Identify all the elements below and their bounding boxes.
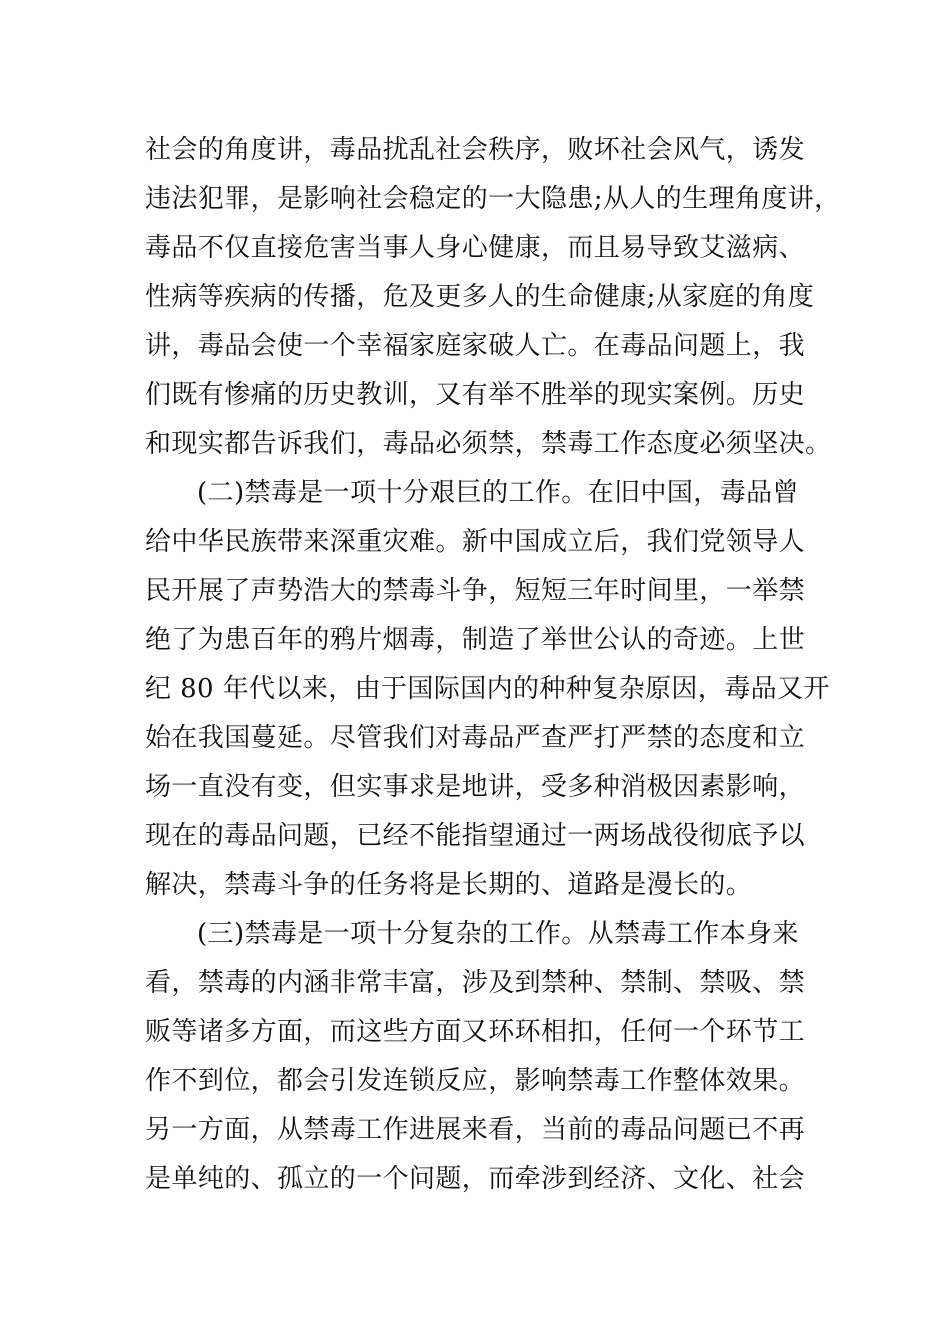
text-line: 性病等疾病的传播，危及更多人的生命健康;从家庭的角度 — [145, 282, 815, 312]
text-line: 给中华民族带来深重灾难。新中国成立后，我们党领导人 — [145, 527, 806, 557]
body-text — [145, 126, 841, 1204]
paragraph-start-line: (二)禁毒是一项十分艰巨的工作。在旧中国，毒品曾 — [197, 478, 799, 508]
text-line: 讲，毒品会使一个幸福家庭家破人亡。在毒品问题上，我 — [145, 331, 806, 361]
text-line: 场一直没有变，但实事求是地讲，受多种消极因素影响， — [145, 772, 806, 802]
text-line: 现在的毒品问题，已经不能指望通过一两场战役彻底予以 — [145, 821, 806, 851]
text-line: 纪 80 年代以来，由于国际国内的种种复杂原因，毒品又开 — [145, 674, 830, 704]
text-line: 是单纯的、孤立的一个问题，而牵涉到经济、文化、社会 — [145, 1164, 806, 1194]
text-line: 们既有惨痛的历史教训，又有举不胜举的现实案例。历史 — [145, 380, 806, 410]
text-line: 解决，禁毒斗争的任务将是长期的、道路是漫长的。 — [145, 870, 753, 900]
text-line: 民开展了声势浩大的禁毒斗争，短短三年时间里，一举禁 — [145, 576, 806, 606]
paragraph-start-line: (三)禁毒是一项十分复杂的工作。从禁毒工作本身来 — [197, 919, 799, 949]
text-line: 毒品不仅直接危害当事人身心健康，而且易导致艾滋病、 — [145, 233, 806, 263]
text-line: 始在我国蔓延。尽管我们对毒品严查严打严禁的态度和立 — [145, 723, 806, 753]
text-line: 社会的角度讲，毒品扰乱社会秩序，败坏社会风气，诱发 — [145, 135, 806, 165]
text-line: 绝了为患百年的鸦片烟毒，制造了举世公认的奇迹。上世 — [145, 625, 806, 655]
text-line: 看，禁毒的内涵非常丰富，涉及到禁种、禁制、禁吸、禁 — [145, 968, 806, 998]
text-line: 和现实都告诉我们，毒品必须禁，禁毒工作态度必须坚决。 — [145, 429, 832, 459]
text-line: 作不到位，都会引发连锁反应，影响禁毒工作整体效果。 — [145, 1066, 806, 1096]
text-line: 贩等诸多方面，而这些方面又环环相扣，任何一个环节工 — [145, 1017, 806, 1047]
text-line: 违法犯罪，是影响社会稳定的一大隐患;从人的生理角度讲， — [145, 184, 841, 214]
text-line: 另一方面，从禁毒工作进展来看，当前的毒品问题已不再 — [145, 1115, 806, 1145]
